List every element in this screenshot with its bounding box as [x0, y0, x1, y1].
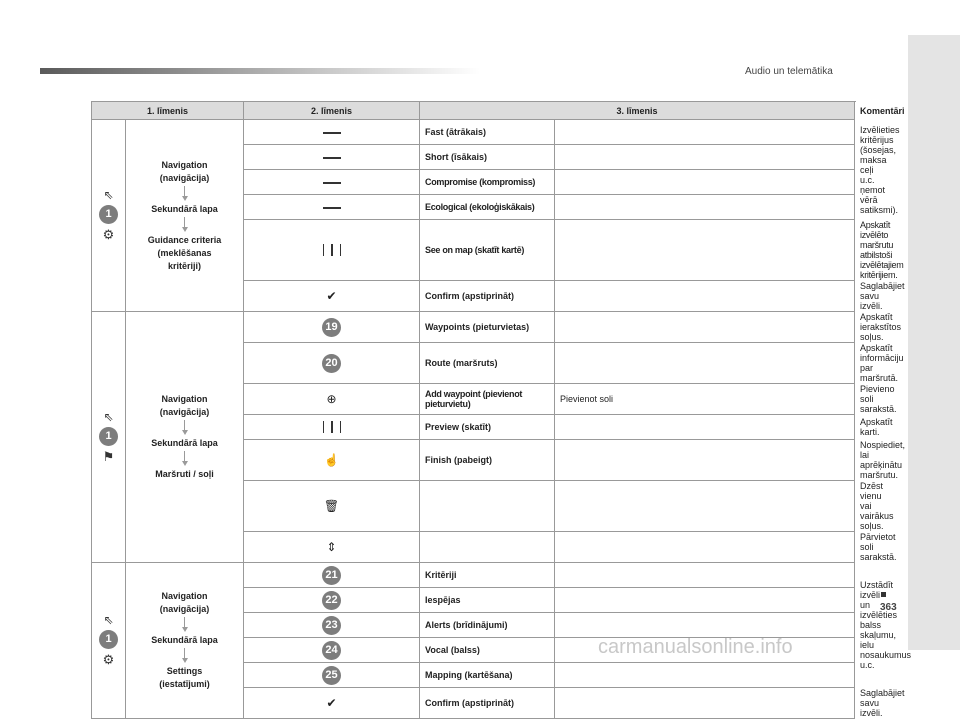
settings-gear-icon: ⚙	[102, 652, 115, 667]
watermark: carmanualsonline.info	[598, 636, 793, 658]
extra-cell	[555, 688, 855, 719]
check-icon: ✔	[326, 289, 337, 303]
badge-cell	[244, 663, 420, 688]
flow-arrow-icon	[182, 658, 188, 663]
level3-label: Waypoints (pieturvietas)	[420, 312, 555, 343]
map-icon-cell	[244, 415, 420, 440]
map-icon-cell	[244, 220, 420, 281]
extra-cell	[555, 588, 855, 613]
step-badge: 23	[322, 616, 341, 635]
flow-line	[184, 186, 185, 196]
header-level2: 2. līmenis	[244, 102, 420, 120]
extra-cell: Pievienot soli	[555, 384, 855, 415]
step-badge: 22	[322, 591, 341, 610]
level3-label: Compromise (kompromiss)	[420, 170, 555, 195]
level3-label: See on map (skatīt kartē)	[420, 220, 555, 281]
table-row: 20 Route (maršruts) Apskatīt informāciju par maršrutā.	[92, 343, 855, 384]
level2-line: (iestatījumi)	[159, 679, 210, 689]
table-row: ⇖ 1 ⚙ Navigation (navigācija) Sekundārā lapa Settings (iestatījumi) 21 Kritēriji Uzstādīt izvēli un izvēlēties balss skaļumu, ielu nosaukumus u.c.	[92, 563, 855, 588]
line-icon-cell	[244, 120, 420, 145]
level3-label: Finish (pabeigt)	[420, 440, 555, 481]
extra-cell	[555, 145, 855, 170]
extra-cell	[555, 613, 855, 638]
table-row: Preview (skatīt) Apskatīt karti.	[92, 415, 855, 440]
level3-label: Short (īsākais)	[420, 145, 555, 170]
move-icon: ⇕	[326, 540, 337, 554]
badge-cell	[244, 563, 420, 588]
flow-arrow-icon	[182, 196, 188, 201]
map-icon	[323, 421, 341, 433]
level2-line: Sekundārā lapa	[151, 438, 218, 448]
check-icon-cell	[244, 281, 420, 312]
step-badge: 21	[322, 566, 341, 585]
level2-line: Settings	[166, 666, 203, 676]
level3-label: Preview (skatīt)	[420, 415, 555, 440]
flow-arrow-icon	[182, 430, 188, 435]
extra-cell	[555, 170, 855, 195]
level3-label: Ecological (ekoloģiskākais)	[420, 195, 555, 220]
table-row: ⇖ 1 ⚙ Navigation (navigācija) Sekundārā lapa Guidance criteria (meklēšanas kritēriji) Fast (ātrākais) Izvēlieties kritērijus (šosejas, maksa ceļi u.c. ņemot vērā satiksmi).	[92, 120, 855, 145]
table-header-row: 1. līmenis 2. līmenis 3. līmenis Komentāri	[92, 102, 855, 120]
page-header-title: Audio un telemātika	[745, 66, 833, 77]
check-icon: ✔	[326, 696, 337, 710]
move-icon-cell	[244, 532, 420, 563]
flow-line	[184, 617, 185, 627]
trash-icon: 🗑	[323, 499, 340, 513]
badge-cell	[244, 638, 420, 663]
flow-line	[184, 420, 185, 430]
level2-cell	[126, 563, 244, 719]
map-icon	[323, 244, 341, 256]
flow-line	[184, 648, 185, 658]
check-icon-cell	[244, 688, 420, 719]
right-margin-strip	[908, 35, 960, 650]
level3-label: Iespējas	[420, 588, 555, 613]
level3-label	[420, 481, 555, 532]
level2-line: kritēriji)	[167, 260, 201, 271]
table-row: See on map (skatīt kartē) Apskatīt izvēlēto maršrutu atbilstoši izvēlētajiem kritērijiem.	[92, 220, 855, 281]
extra-cell	[555, 663, 855, 688]
level3-label: Alerts (brīdinājumi)	[420, 613, 555, 638]
page-number: 363	[880, 602, 897, 613]
flow-line	[184, 217, 185, 227]
flow-arrow-icon	[182, 227, 188, 232]
table-row: ✔ Confirm (apstiprināt) Saglabājiet savu izvēli.	[92, 281, 855, 312]
table-row: ☝ Finish (pabeigt) Nospiediet, lai aprēķinātu maršrutu.	[92, 440, 855, 481]
level2-line: Navigation	[161, 159, 208, 170]
table-row: ⇖ 1 ⚑ Navigation (navigācija) Sekundārā lapa Maršruti / soļi 19 Waypoints (pieturvietas) Apskatīt ierakstītos soļus.	[92, 312, 855, 343]
header-level3: 3. līmenis	[420, 102, 855, 120]
flow-arrow-icon	[182, 461, 188, 466]
badge-cell	[244, 312, 420, 343]
level2-line: Guidance criteria	[147, 234, 222, 245]
header-gradient-bar	[40, 68, 480, 74]
table-row: 🗑 Dzēst vienu vai vairākus soļus.	[92, 481, 855, 532]
extra-cell	[555, 343, 855, 384]
level3-label: Add waypoint (pievienot pieturvietu)	[420, 384, 555, 415]
level3-label: Confirm (apstiprināt)	[420, 688, 555, 719]
extra-cell	[555, 532, 855, 563]
level2-line: Navigation	[161, 591, 208, 601]
table-row: ✔ Confirm (apstiprināt) Saglabājiet savu izvēli.	[92, 688, 855, 719]
level1-cell	[92, 120, 126, 312]
level2-line: Navigation	[161, 394, 208, 404]
level3-label: Route (maršruts)	[420, 343, 555, 384]
nav-arrow-icon: ⇖	[103, 613, 114, 627]
page-marker	[881, 592, 886, 597]
step-badge: 20	[322, 354, 341, 373]
extra-cell	[555, 195, 855, 220]
level2-cell	[126, 120, 244, 312]
plus-icon: ⊕	[326, 392, 337, 406]
settings-gear-icon: ⚙	[102, 227, 115, 242]
step-badge: 25	[322, 666, 341, 685]
level2-line: (meklēšanas	[157, 247, 212, 258]
level2-line: (navigācija)	[159, 407, 210, 417]
level2-line: Sekundārā lapa	[151, 203, 218, 214]
level2-line: Maršruti / soļi	[155, 469, 214, 479]
extra-cell	[555, 415, 855, 440]
nav-arrow-icon: ⇖	[103, 409, 114, 424]
level1-cell	[92, 563, 126, 719]
extra-cell	[555, 220, 855, 281]
hand-icon-cell	[244, 440, 420, 481]
nav-arrow-icon: ⇖	[103, 188, 114, 202]
badge-cell	[244, 588, 420, 613]
flow-line	[184, 451, 185, 461]
line-icon	[323, 182, 341, 184]
header-level1: 1. līmenis	[92, 102, 244, 120]
badge-cell	[244, 613, 420, 638]
trash-icon-cell	[244, 481, 420, 532]
level3-label: Mapping (kartēšana)	[420, 663, 555, 688]
plus-icon-cell	[244, 384, 420, 415]
route-flag-icon: ⚑	[102, 448, 115, 464]
step-badge: 19	[322, 318, 341, 337]
level2-cell	[126, 312, 244, 563]
level2-line: (navigācija)	[159, 172, 210, 183]
extra-cell	[555, 281, 855, 312]
level3-label: Confirm (apstiprināt)	[420, 281, 555, 312]
line-icon	[323, 207, 341, 209]
level1-badge: 1	[99, 205, 118, 224]
line-icon	[323, 157, 341, 159]
extra-cell	[555, 312, 855, 343]
line-icon-cell	[244, 195, 420, 220]
level2-line: Sekundārā lapa	[151, 635, 218, 645]
step-badge: 24	[322, 641, 341, 660]
level2-line: (navigācija)	[159, 604, 210, 614]
line-icon	[323, 132, 341, 134]
hand-icon: ☝	[324, 453, 339, 467]
extra-cell	[555, 120, 855, 145]
extra-cell	[555, 563, 855, 588]
extra-cell	[555, 440, 855, 481]
badge-cell	[244, 343, 420, 384]
level1-cell	[92, 312, 126, 563]
table-row: ⇕ Pārvietot soli sarakstā.	[92, 532, 855, 563]
table-row: ⊕ Add waypoint (pievienot pieturvietu) Pievienot soli Pievieno soli sarakstā.	[92, 384, 855, 415]
extra-cell	[555, 481, 855, 532]
line-icon-cell	[244, 145, 420, 170]
level3-label: Kritēriji	[420, 563, 555, 588]
line-icon-cell	[244, 170, 420, 195]
level3-label: Fast (ātrākais)	[420, 120, 555, 145]
level3-label: Vocal (balss)	[420, 638, 555, 663]
level1-badge: 1	[99, 630, 118, 649]
level3-label	[420, 532, 555, 563]
flow-arrow-icon	[182, 627, 188, 632]
level1-badge: 1	[99, 427, 118, 446]
